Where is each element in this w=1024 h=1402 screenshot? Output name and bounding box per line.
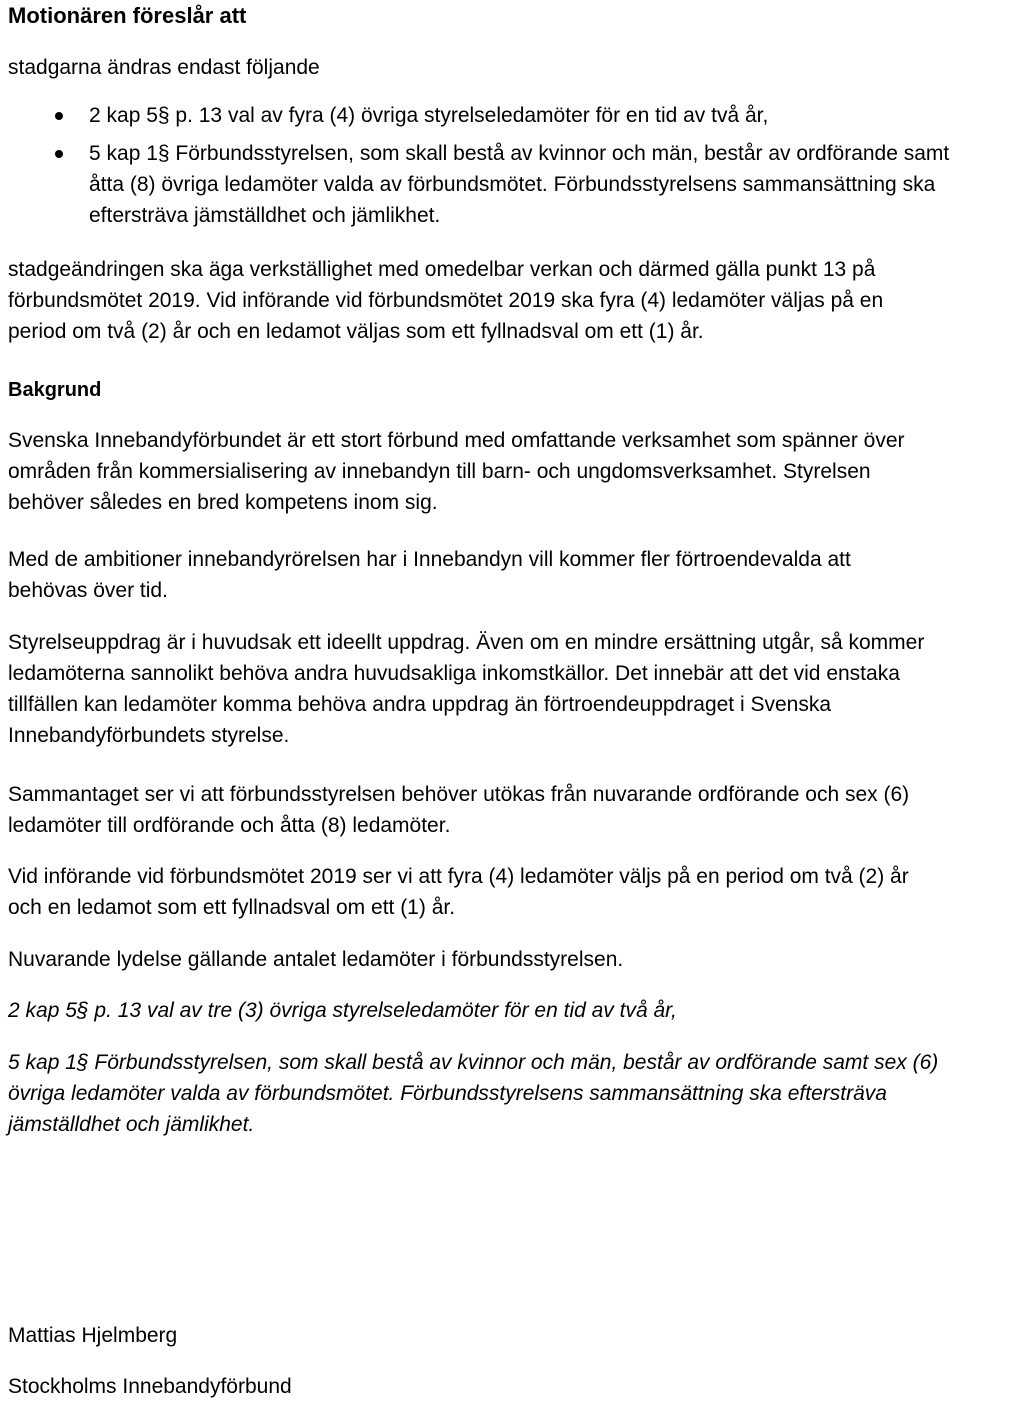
paragraph-line: Med de ambitioner innebandyrörelsen har i Innebandyn vill kommer fler förtroendevalda att [8, 548, 851, 571]
paragraph-line: ledamöterna sannolikt behöva andra huvudsakliga inkomstkällor. Det innebär att det vid enstaka [8, 662, 900, 685]
bullet-dot-icon [55, 112, 63, 120]
signature-organization [8, 1371, 1018, 1402]
paragraph-line: 5 kap 1§ Förbundsstyrelsen, som skall bestå av kvinnor och män, består av ordförande samt sex (6) [8, 1051, 939, 1074]
paragraph-line: jämställdhet och jämlikhet. [8, 1113, 255, 1136]
signature-name [8, 1320, 1018, 1351]
paragraph-line: period om två (2) år och en ledamot väljas som ett fyllnadsval om ett (1) år. [8, 320, 704, 343]
paragraph-line: behövas över tid. [8, 579, 168, 602]
bullet-dot-icon [55, 150, 63, 158]
bullet-item-2 [0, 138, 1024, 231]
intro-line: stadgarna ändras endast följande [8, 56, 320, 79]
paragraph-line: ledamöter till ordförande och åtta (8) ledamöter. [8, 814, 451, 837]
paragraph-line: övriga ledamöter valda av förbundsmötet. Förbundsstyrelsens sammansättning ska eftersträva [8, 1082, 887, 1105]
paragraph-line: Sammantaget ser vi att förbundsstyrelsen behöver utökas från nuvarande ordförande och sex (6) [8, 783, 910, 806]
motion-heading: Motionären föreslår att [8, 3, 247, 28]
current-wording-2 [8, 1047, 1018, 1140]
paragraph-line: förbundsmötet 2019. Vid införande vid förbundsmötet 2019 ska fyra (4) ledamöter väljas på en [8, 289, 884, 312]
background-paragraph-1 [8, 425, 1018, 518]
proposal-effect-paragraph [8, 254, 1018, 347]
paragraph-line: behöver således en bred kompetens inom sig. [8, 491, 438, 514]
background-paragraph-2 [8, 544, 1018, 606]
paragraph-line: Styrelseuppdrag är i huvudsak ett ideellt uppdrag. Även om en mindre ersättning utgår, så kommer [8, 631, 925, 654]
signature-organization-line: Stockholms Innebandyförbund [8, 1375, 292, 1398]
paragraph-line: Vid införande vid förbundsmötet 2019 ser vi att fyra (4) ledamöter väljs på en period om två (2) år [8, 865, 909, 888]
intro-text [8, 52, 1018, 83]
background-paragraph-6 [8, 944, 1018, 975]
bullet-line: 5 kap 1§ Förbundsstyrelsen, som skall bestå av kvinnor och män, består av ordförande samt [89, 142, 950, 165]
background-heading: Bakgrund [8, 379, 102, 401]
background-paragraph-5 [8, 861, 1018, 923]
paragraph-line: Nuvarande lydelse gällande antalet ledamöter i förbundsstyrelsen. [8, 948, 624, 971]
current-wording-1 [8, 995, 1018, 1026]
paragraph-line: stadgeändringen ska äga verkställighet med omedelbar verkan och därmed gälla punkt 13 på [8, 258, 876, 281]
paragraph-line: och en ledamot som ett fyllnadsval om ett (1) år. [8, 896, 456, 919]
background-paragraph-3 [8, 627, 1018, 751]
bullet-line: eftersträva jämställdhet och jämlikhet. [89, 204, 441, 227]
signature-name-line: Mattias Hjelmberg [8, 1324, 178, 1347]
paragraph-line: områden från kommersialisering av innebandyn till barn- och ungdomsverksamhet. Styrelsen [8, 460, 871, 483]
paragraph-line: tillfällen kan ledamöter komma behöva andra uppdrag än förtroendeuppdraget i Svenska [8, 693, 832, 716]
background-paragraph-4 [8, 779, 1018, 841]
paragraph-line: Innebandyförbundets styrelse. [8, 724, 290, 747]
proposal-bullet-list [0, 100, 1024, 231]
bullet-line: åtta (8) övriga ledamöter valda av förbundsmötet. Förbundsstyrelsens sammansättning ska [89, 173, 936, 196]
paragraph-line: 2 kap 5§ p. 13 val av tre (3) övriga styrelseledamöter för en tid av två år, [8, 999, 677, 1022]
paragraph-line: Svenska Innebandyförbundet är ett stort förbund med omfattande verksamhet som spänner över [8, 429, 905, 452]
bullet-item-1 [0, 100, 1024, 131]
bullet-line: 2 kap 5§ p. 13 val av fyra (4) övriga styrelseledamöter för en tid av två år, [89, 104, 769, 127]
